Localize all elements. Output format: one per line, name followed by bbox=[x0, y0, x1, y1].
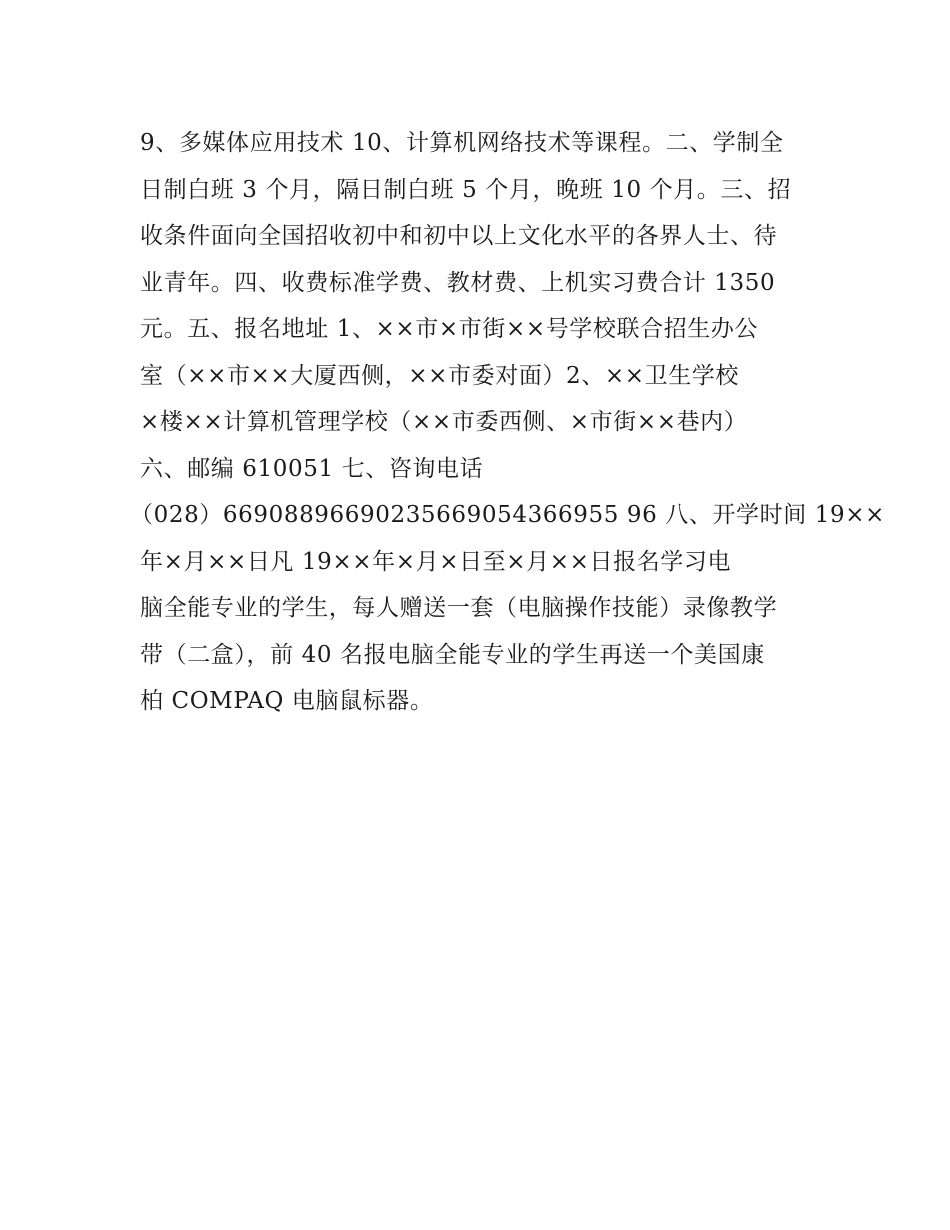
text-line: 室（××市××大厦西侧，××市委对面）2、××卫生学校 bbox=[140, 362, 740, 389]
text-line: 业青年。四、收费标准学费、教材费、上机实习费合计 1350 bbox=[140, 269, 776, 296]
text-line: 带（二盒），前 40 名报电脑全能专业的学生再送一个美国康 bbox=[140, 641, 765, 668]
text-line: 日制白班 3 个月，隔日制白班 5 个月，晚班 10 个月。三、招 bbox=[140, 176, 792, 203]
text-line: 年×月××日凡 19××年×月×日至×月××日报名学习电 bbox=[140, 548, 732, 575]
document-body bbox=[130, 120, 885, 725]
text-line: ×楼××计算机管理学校（××市委西侧、×市街××巷内） bbox=[140, 409, 748, 435]
text-line: 9、多媒体应用技术 10、计算机网络技术等课程。二、学制全 bbox=[140, 130, 784, 156]
text-line: 收条件面向全国招收初中和初中以上文化水平的各界人士、待 bbox=[140, 223, 778, 249]
text-line: （028）66908896690235669054366955 96 八、开学时间 19×× bbox=[130, 502, 885, 528]
text-line: 六、邮编 610051 七、咨询电话 bbox=[140, 455, 484, 482]
text-line: 元。五、报名地址 1、××市×市街××号学校联合招生办公 bbox=[140, 316, 759, 342]
text-line: 柏 COMPAQ 电脑鼠标器。 bbox=[140, 688, 434, 714]
text-line: 脑全能专业的学生，每人赠送一套（电脑操作技能）录像教学 bbox=[140, 595, 778, 621]
